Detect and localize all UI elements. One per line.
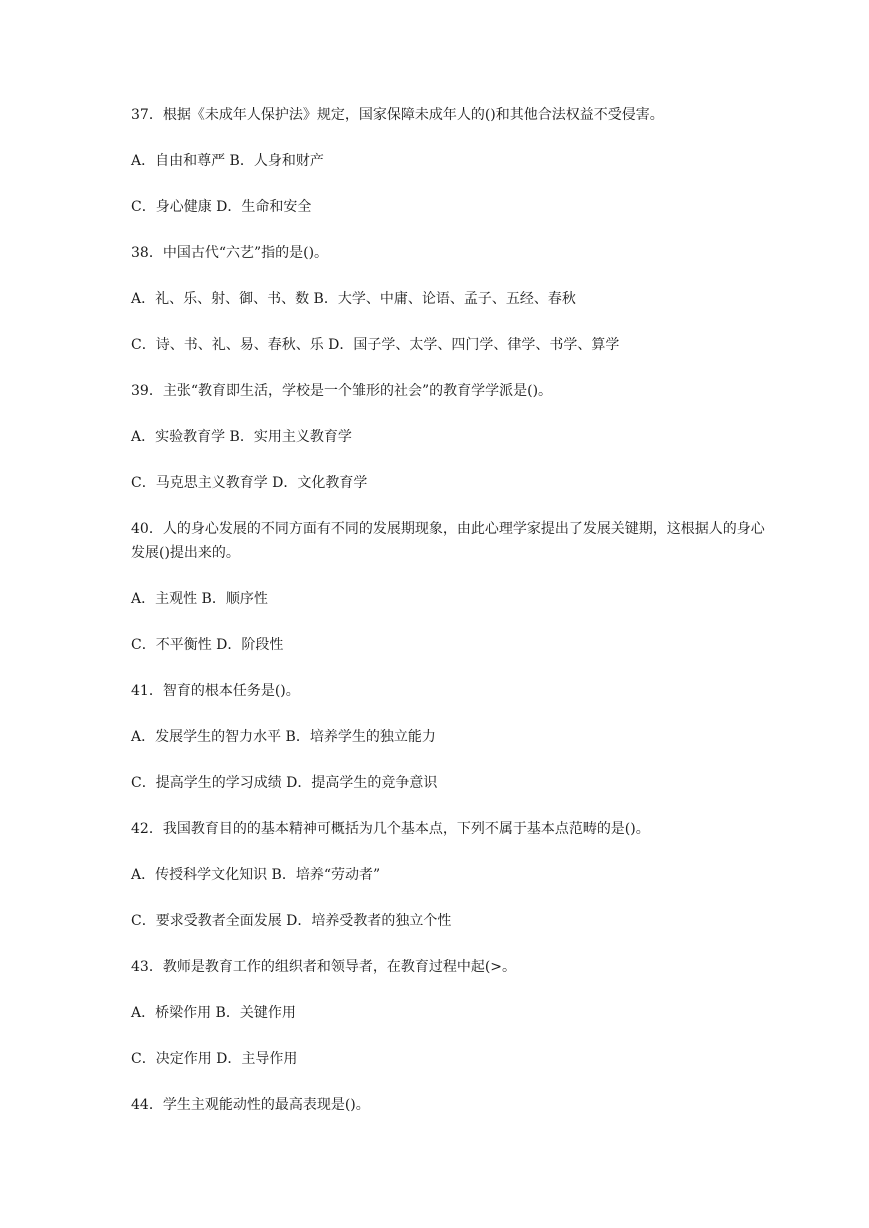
question-options-ab: A．实验教育学 B．实用主义教育学 [131,429,352,445]
question-options-ab: A．桥梁作用 B．关键作用 [131,1005,296,1021]
question-options-cd: C．决定作用 D．主导作用 [131,1051,298,1067]
question-options-ab: A．自由和尊严 B．人身和财产 [131,153,324,169]
question-options-ab: A．发展学生的智力水平 B．培养学生的独立能力 [131,729,436,745]
question-stem: 38．中国古代“六艺”指的是()。 [131,245,329,261]
question-options-ab: A．传授科学文化知识 B．培养“劳动者” [131,867,381,883]
question-stem: 39．主张“教育即生活，学校是一个雏形的社会”的教育学学派是()。 [131,383,553,399]
question-options-cd: C．要求受教者全面发展 D．培养受教者的独立个性 [131,913,452,929]
question-stem: 42．我国教育目的的基本精神可概括为几个基本点，下列不属于基本点范畴的是()。 [131,821,650,837]
question-stem: 37．根据《未成年人保护法》规定，国家保障未成年人的()和其他合法权益不受侵害。 [131,107,664,123]
question-options-cd: C．马克思主义教育学 D．文化教育学 [131,475,368,491]
question-stem: 40．人的身心发展的不同方面有不同的发展期现象，由此心理学家提出了发展关键期，这根据人的身心发展()提出来的。 [131,521,765,561]
question-options-cd: C．提高学生的学习成绩 D．提高学生的竞争意识 [131,775,438,791]
question-options-cd: C．诗、书、礼、易、春秋、乐 D．国子学、太学、四门学、律学、书学、算学 [131,337,620,353]
question-stem: 41．智育的根本任务是()。 [131,683,300,699]
question-options-cd: C．不平衡性 D．阶段性 [131,637,284,653]
question-list [131,103,771,1117]
question-options-ab: A．礼、乐、射、御、书、数 B．大学、中庸、论语、孟子、五经、春秋 [131,291,576,307]
question-stem: 43．教师是教育工作的组织者和领导者，在教育过程中起(>。 [131,959,517,975]
question-stem: 44．学生主观能动性的最高表现是()。 [131,1097,370,1113]
question-options-ab: A．主观性 B．顺序性 [131,591,268,607]
question-options-cd: C．身心健康 D．生命和安全 [131,199,312,215]
